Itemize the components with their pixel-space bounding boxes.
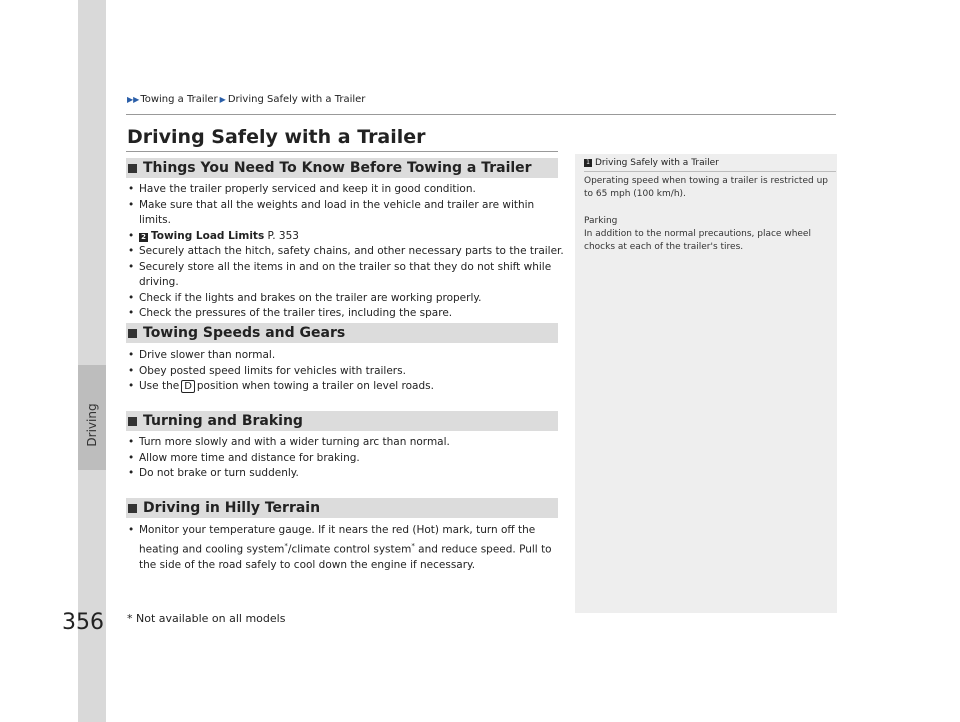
breadcrumb (127, 94, 365, 105)
side-note-title-text: Driving Safely with a Trailer (595, 158, 719, 168)
side-note-paragraph: Operating speed when towing a trailer is restricted up to 65 mph (100 km/h). (584, 176, 828, 199)
list-item: • Securely attach the hitch, safety chains, and other necessary parts to the trailer. (127, 244, 567, 260)
page-title: Driving Safely with a Trailer (127, 126, 426, 148)
list-item: • Check if the lights and brakes on the trailer are working properly. (127, 291, 567, 307)
section-heading-text: Things You Need To Know Before Towing a Trailer (143, 160, 532, 176)
reference-arrow-icon: 2 (139, 233, 148, 242)
note-marker-icon: 1 (584, 159, 592, 167)
bullet-list (127, 523, 559, 573)
bullet-list (127, 435, 567, 482)
list-item: • Use the D position when towing a trailer on level roads. (127, 379, 567, 395)
list-item: • Drive slower than normal. (127, 348, 567, 364)
section-heading-text: Turning and Braking (143, 413, 303, 429)
breadcrumb-item[interactable]: Towing a Trailer (140, 94, 218, 105)
bullet-list (127, 182, 567, 322)
list-item: • Check the pressures of the trailer tires, including the spare. (127, 306, 567, 322)
list-item: • Obey posted speed limits for vehicles with trailers. (127, 364, 567, 380)
breadcrumb-item[interactable]: Driving Safely with a Trailer (227, 94, 366, 105)
chevron-right-icon: ▶ (219, 95, 226, 104)
list-item: • Turn more slowly and with a wider turning arc than normal. (127, 435, 567, 451)
square-bullet-icon (128, 417, 137, 426)
side-note-divider (584, 171, 836, 172)
page-number: 356 (62, 610, 104, 635)
square-bullet-icon (128, 164, 137, 173)
header-divider (126, 114, 836, 115)
cross-reference[interactable] (127, 229, 567, 245)
list-item: • Make sure that all the weights and load in the vehicle and trailer are within limits. (127, 198, 567, 229)
side-note-title (584, 158, 719, 168)
gear-position-d-icon: D (181, 380, 195, 393)
bullet-list (127, 348, 567, 395)
list-item: • Have the trailer properly serviced and keep it in good condition. (127, 182, 567, 198)
xref-label: Towing Load Limits (151, 229, 265, 242)
list-item: • Securely store all the items in and on the trailer so that they do not shift while driving. (127, 260, 567, 291)
square-bullet-icon (128, 329, 137, 338)
chevron-right-icon: ▶▶ (127, 95, 140, 104)
side-tab-label: Driving (85, 403, 99, 447)
list-item: • Allow more time and distance for braking. (127, 451, 567, 467)
section-heading-text: Driving in Hilly Terrain (143, 500, 321, 516)
section-heading (126, 158, 558, 178)
section-heading-text: Towing Speeds and Gears (143, 325, 346, 341)
section-heading (126, 323, 558, 343)
side-note-paragraph: In addition to the normal precautions, place wheel chocks at each of the trailer's tires. (584, 229, 811, 252)
footnote: * Not available on all models (127, 612, 286, 625)
section-heading (126, 411, 558, 431)
list-item: • Monitor your temperature gauge. If it nears the red (Hot) mark, turn off the heating and cooling system*/climate control system* and reduce speed. Pull to the side of the road safely to cool down the engine if necessary. (127, 523, 559, 573)
square-bullet-icon (128, 504, 137, 513)
title-divider (126, 151, 558, 152)
xref-page: P. 353 (267, 229, 299, 242)
list-item: • Do not brake or turn suddenly. (127, 466, 567, 482)
section-heading (126, 498, 558, 518)
side-note-subheading: Parking (584, 216, 618, 226)
